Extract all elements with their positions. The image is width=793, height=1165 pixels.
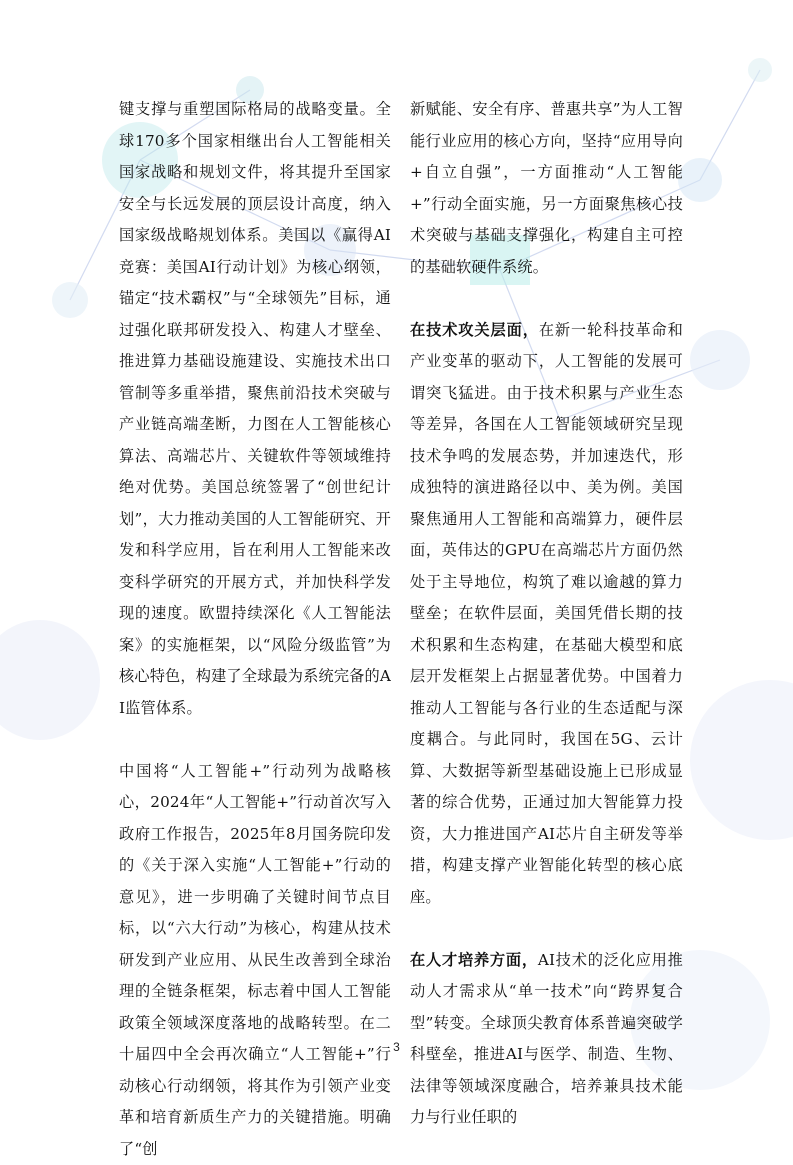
section-heading-tech: 在技术攻关层面， <box>410 321 539 339</box>
right-column <box>410 94 683 1134</box>
page-number: 3 <box>0 1040 793 1054</box>
paragraph-china-ai-plus: 中国将“人工智能+”行动列为战略核心，2024年“人工智能+”行动首次写入政府工作报告，2025年8月国务院印发的《关于深入实施“人工智能+”行动的意见》，进一步明确了关键时间节点目标，以“六大行动”为核心，构建从技术研发到产业应用、从民生改善到全球治理的全链条框架，标志着中国人工智能政策全领域深度落地的战略转型。在二十届四中全会再次确立“人工智能+”行动核心行动纲领，将其作为引领产业变革和培育新质生产力的关键措施。明确了“创 <box>119 756 391 1165</box>
paragraph-talent <box>410 945 683 1134</box>
paragraph-talent-body: AI技术的泛化应用推动人才需求从“单一技术”向“跨界复合型”转变。全球顶尖教育体系普遍突破学科壁垒，推进AI与医学、制造、生物、法律等领域深度融合，培养兼具技术能力与行业任职的 <box>410 951 683 1127</box>
section-heading-talent: 在人才培养方面， <box>410 951 538 969</box>
paragraph-tech-breakthrough <box>410 315 683 914</box>
paragraph-ai-direction: 新赋能、安全有序、普惠共享”为人工智能行业应用的核心方向，坚持“应用导向+自立自强”，一方面推动“人工智能+”行动全面实施，另一方面聚焦核心技术突破与基础支撑强化，构建自主可控的基础软硬件系统。 <box>410 94 683 283</box>
left-column <box>119 94 391 1165</box>
paragraph-global-strategy: 键支撑与重塑国际格局的战略变量。全球170多个国家相继出台人工智能相关国家战略和规划文件，将其提升至国家安全与长远发展的顶层设计高度，纳入国家级战略规划体系。美国以《赢得AI竞赛：美国AI行动计划》为核心纲领，锚定“技术霸权”与“全球领先”目标，通过强化联邦研发投入、构建人才壁垒、推进算力基础设施建设、实施技术出口管制等多重举措，聚焦前沿技术突破与产业链高端垄断，力图在人工智能核心算法、高端芯片、关键软件等领域维持绝对优势。美国总统签署了“创世纪计划”，大力推动美国的人工智能研究、开发和科学应用，旨在利用人工智能来改变科学研究的开展方式，并加快科学发现的速度。欧盟持续深化《人工智能法案》的实施框架，以“风险分级监管”为核心特色，构建了全球最为系统完备的AI监管体系。 <box>119 94 391 724</box>
paragraph-tech-body: 在新一轮科技革命和产业变革的驱动下，人工智能的发展可谓突飞猛进。由于技术积累与产业生态等差异，各国在人工智能领域研究呈现技术争鸣的发展态势，并加速迭代，形成独特的演进路径以中、美为例。美国聚焦通用人工智能和高端算力，硬件层面，英伟达的GPU在高端芯片方面仍然处于主导地位，构筑了难以逾越的算力壁垒；在软件层面，美国凭借长期的技术积累和生态构建，在基础大模型和底层开发框架上占据显著优势。中国着力推动人工智能与各行业的生态适配与深度耦合。与此同时，我国在5G、云计算、大数据等新型基础设施上已形成显著的综合优势，正通过加大智能算力投资，大力推进国产AI芯片自主研发等举措，构建支撑产业智能化转型的核心底座。 <box>410 321 683 906</box>
